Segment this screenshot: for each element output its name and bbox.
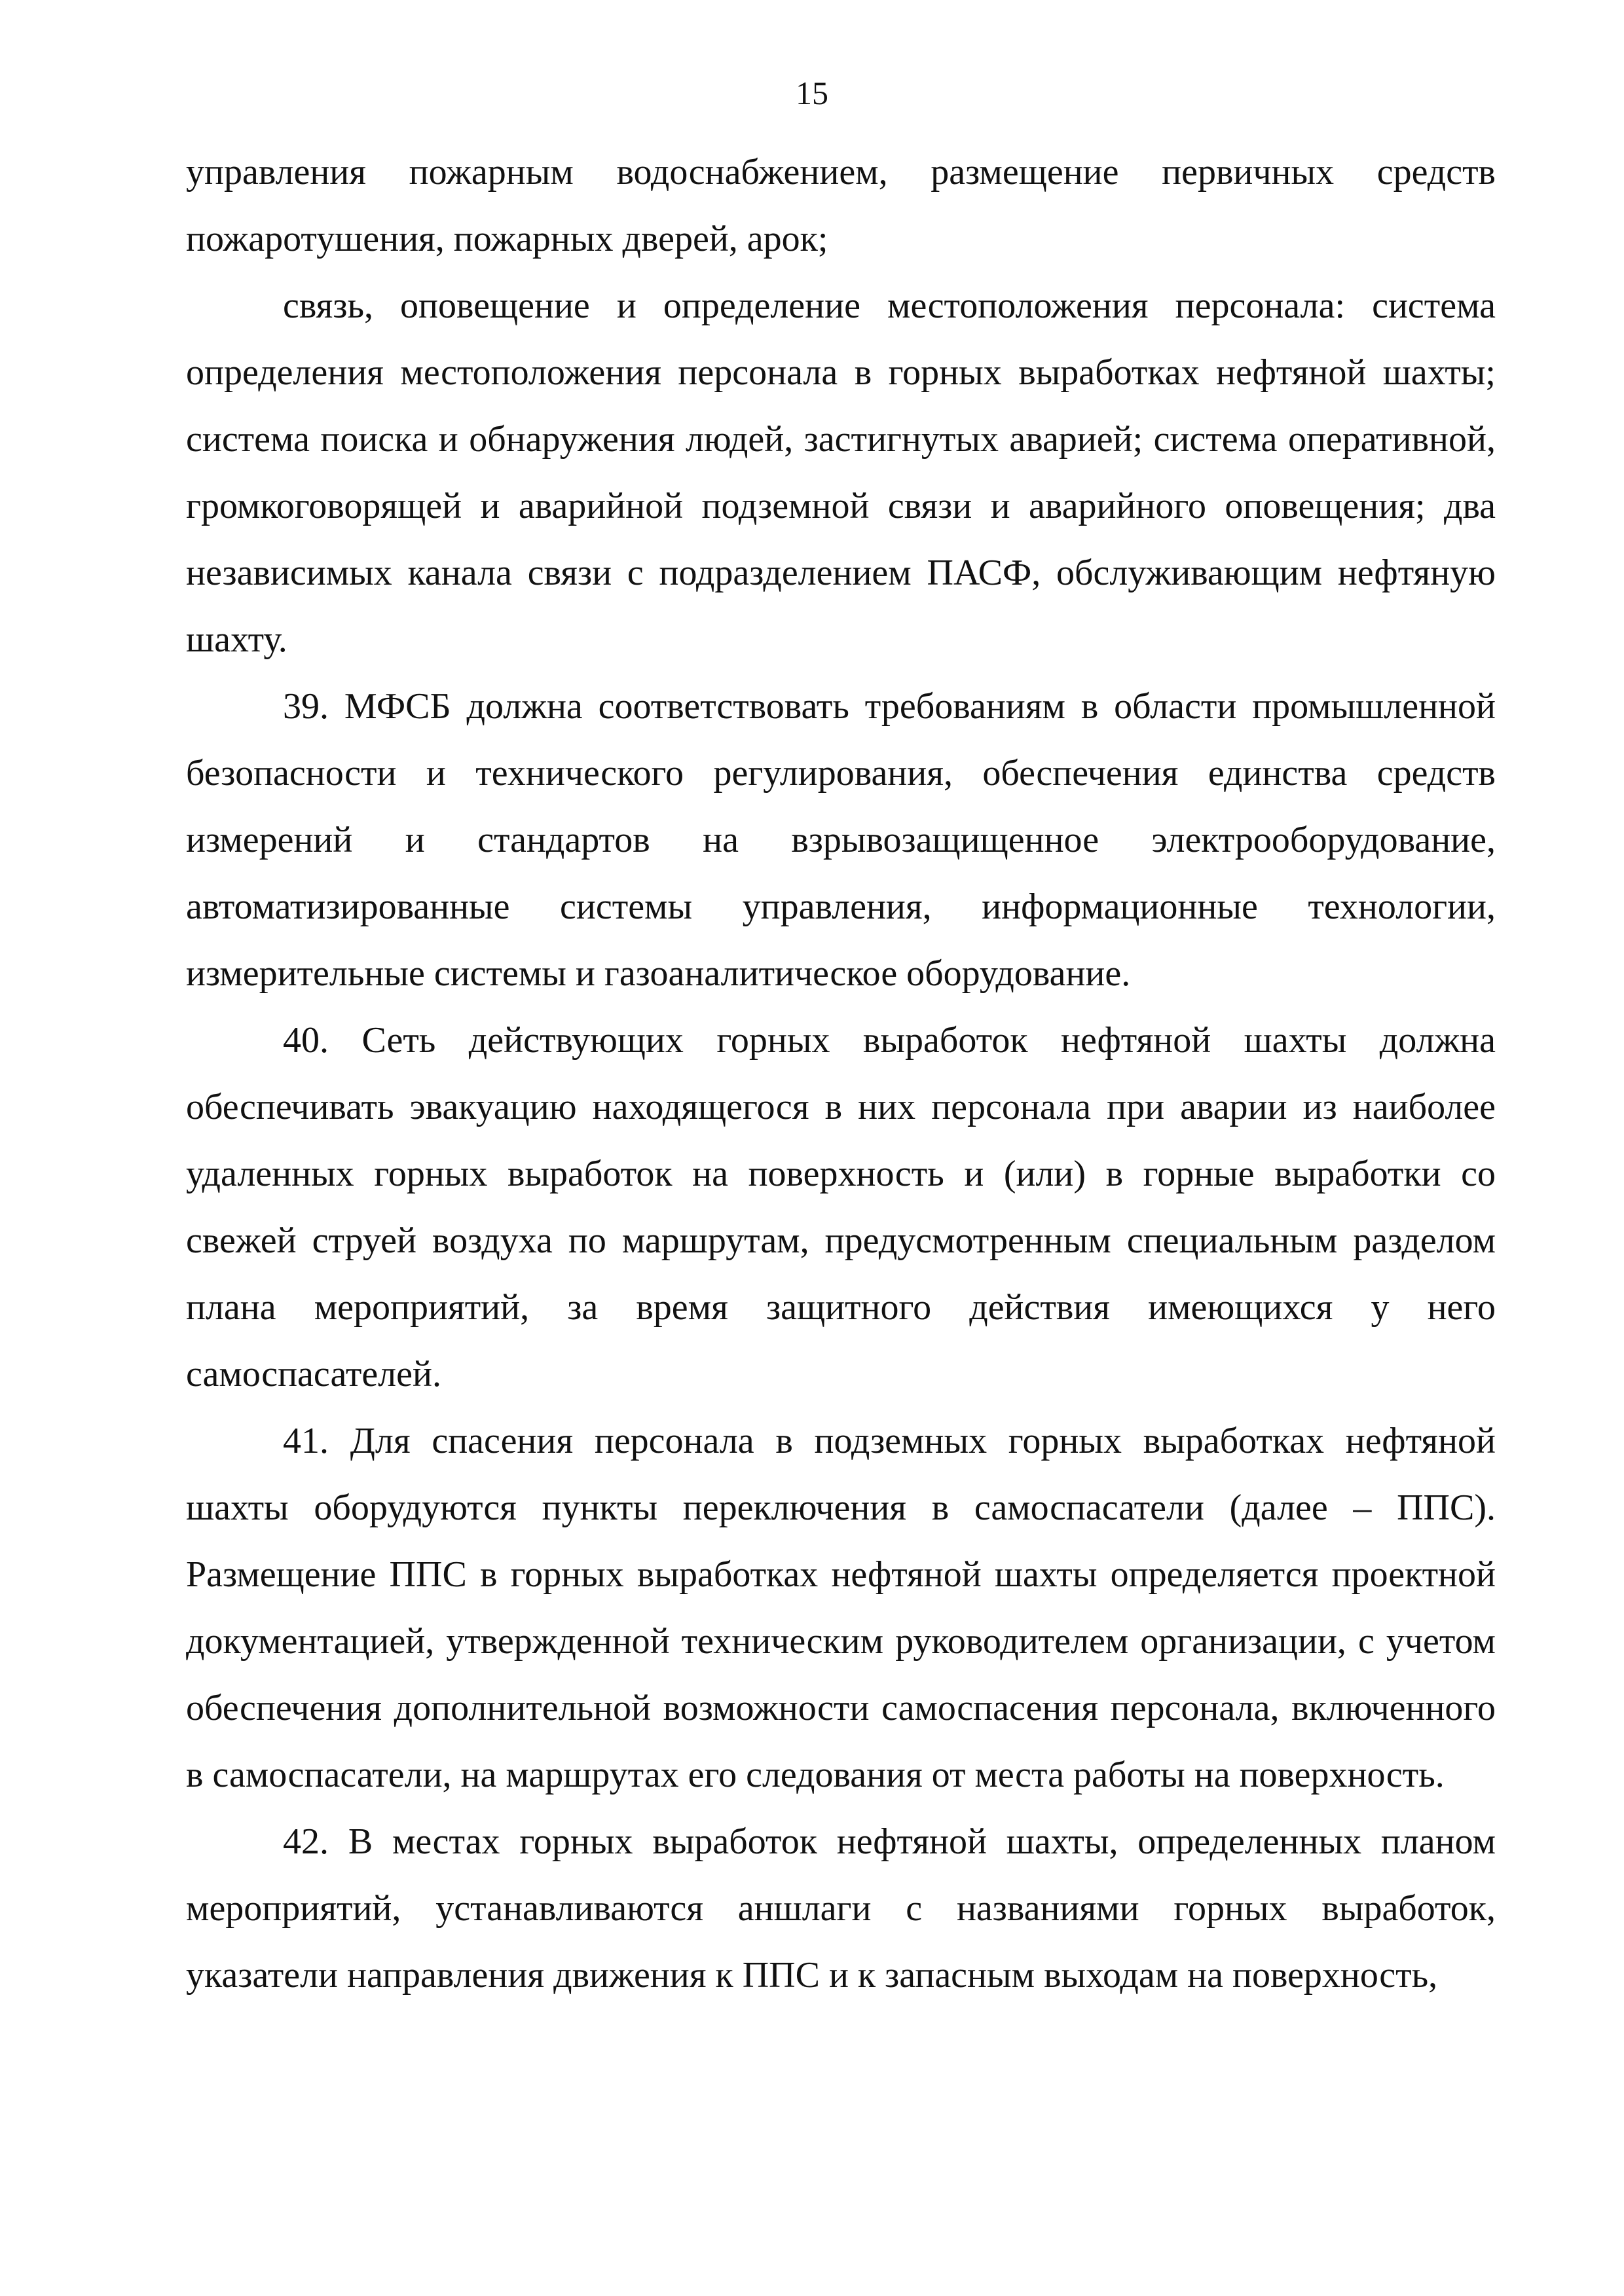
paragraph-fire-water-supply: управления пожарным водоснабжением, размещение первичных средств пожаротушения, пожарных дверей, арок; (186, 152, 1496, 259)
paragraph-41: 41. Для спасения персонала в подземных горных выработках нефтяной шахты оборудуются пункты переключения в самоспасатели (далее – ППС). Размещение ППС в горных выработках нефтяной шахты определяется проектной документацией, утвержденной техническим руководителем организации, с учетом обеспечения дополнительной возможности самоспасения персонала, включенного в самоспасатели, на маршрутах его следования от места работы на поверхность. (186, 1421, 1496, 1795)
page-number: 15 (796, 75, 828, 111)
paragraph-39: 39. МФСБ должна соответствовать требованиям в области промышленной безопасности и технического регулирования, обеспечения единства средств измерений и стандартов на взрывозащищенное электрооборудование, автоматизированные системы управления, информационные технологии, измерительные системы и газоаналитическое оборудование. (186, 686, 1496, 994)
document-body (186, 139, 1496, 2009)
paragraph-communication: связь, оповещение и определение местоположения персонала: система определения местоположения персонала в горных выработках нефтяной шахты; система поиска и обнаружения людей, застигнутых аварией; система оперативной, громкоговорящей и аварийной подземной связи и аварийного оповещения; два независимых канала связи с подразделением ПАСФ, обслуживающим нефтяную шахту. (186, 285, 1496, 660)
paragraph-40: 40. Сеть действующих горных выработок нефтяной шахты должна обеспечивать эвакуацию находящегося в них персонала при аварии из наиболее удаленных горных выработок на поверхность и (или) в горные выработки со свежей струей воздуха по маршрутам, предусмотренным специальным разделом плана мероприятий, за время защитного действия имеющихся у него самоспасателей. (186, 1020, 1496, 1394)
paragraph-42: 42. В местах горных выработок нефтяной шахты, определенных планом мероприятий, устанавливаются аншлаги с названиями горных выработок, указатели направления движения к ППС и к запасным выходам на поверхность, (186, 1821, 1496, 1995)
